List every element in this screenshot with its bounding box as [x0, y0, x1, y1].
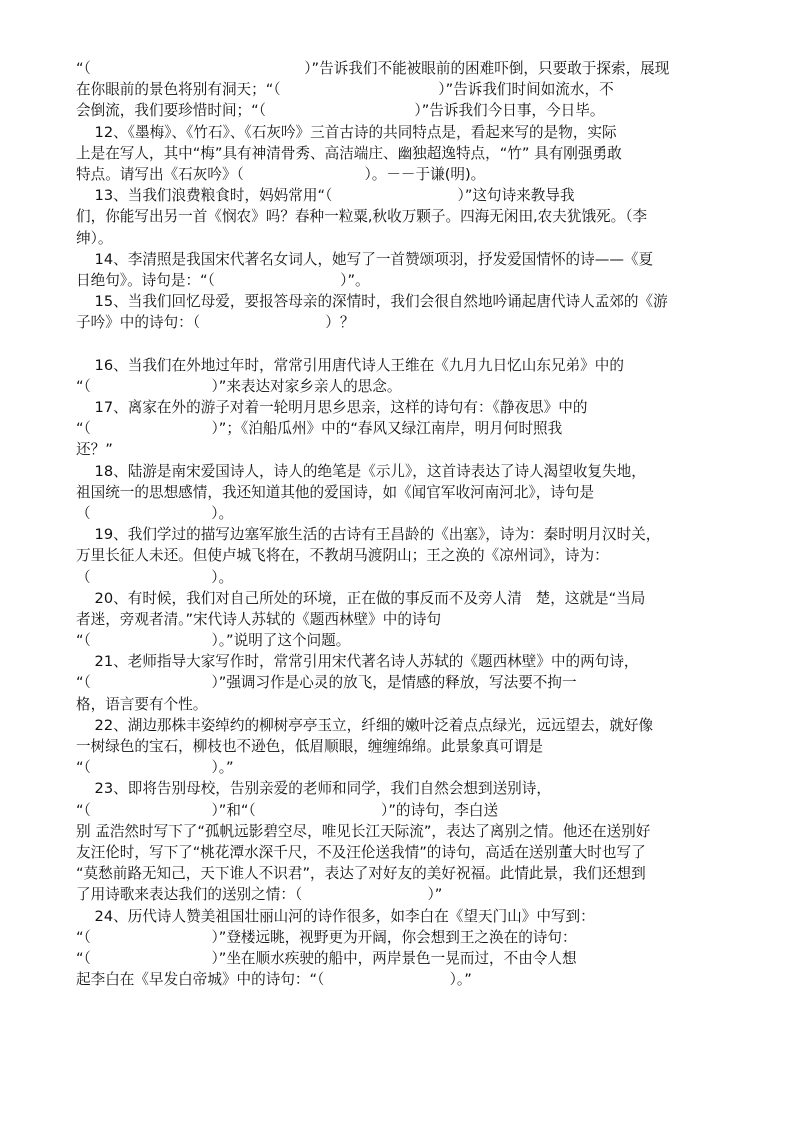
text-line: 一树绿色的宝石，柳枝也不逊色，低眉顺眼，缠缠绵绵。此景象真可谓是 — [76, 738, 544, 755]
text-line: “（ ）”；《泊船瓜州》中的“春风又绿江南岸，明月何时照我 — [76, 420, 563, 438]
text-line: “（ ）”和“（ ）”的诗句，李白送 — [76, 801, 499, 819]
question-24: 24、历代诗人赞美祖国壮丽山河的诗作很多，如李白在《望天门山》中写到： — [76, 907, 595, 925]
question-20: 20、有时候，我们对自己所处的环境，正在做的事反而不及旁人清 楚，这就是“当局 — [76, 589, 646, 607]
text-line: 上是在写人，其中“梅”具有神清骨秀、高洁端庄、幽独超逸特点，“竹” 具有刚强勇敢 — [76, 144, 622, 162]
text-line: 别 孟浩然时写下了“孤帆远影碧空尽，唯见长江天际流”，表达了离别之情。他还在送别好 — [76, 822, 651, 840]
question-21: 21、老师指导大家写作时，常常引用宋代著名诗人苏轼的《题西林壁》中的两句诗， — [76, 653, 639, 671]
text-line: 了用诗歌来表达我们的送别之情：（ ）” — [76, 886, 443, 904]
text-line: 们，你能写出另一首《悯农》吗？春种一粒粟,秋收万颗子。四海无闲田,农夫犹饿死。（李 — [76, 208, 648, 226]
blank-line — [76, 333, 720, 354]
question-13: 13、当我们浪费粮食时，妈妈常用“（ ）”这句诗来教导我 — [76, 187, 575, 205]
question-17: 17、离家在外的游子对着一轮明月思乡思亲，这样的诗句有：《静夜思》中的 — [76, 399, 588, 416]
worksheet-page — [76, 58, 720, 990]
text-line: “（ ）”登楼远眺，视野更为开阔，你会想到王之涣在的诗句： — [76, 928, 577, 946]
question-12: 12、《墨梅》、《竹石》、《石灰吟》三首古诗的共同特点是，看起来写的是物，实际 — [76, 123, 617, 141]
text-line: 绅）。 — [76, 229, 113, 247]
question-19: 19、我们学过的描写边塞军旅生活的古诗有王昌龄的《出塞》，诗为：秦时明月汉时关， — [76, 526, 661, 544]
question-16: 16、当我们在外地过年时，常常引用唐代诗人王维在《九月九日忆山东兄弟》中的 — [76, 356, 624, 374]
text-line: 会倒流，我们要珍惜时间；“（ ）”告诉我们今日事，今日毕。 — [76, 102, 605, 120]
text-line: “（ ）”告诉我们不能被眼前的困难吓倒，只要敢于探索，展现 — [76, 60, 670, 77]
question-22: 22、湖边那株丰姿绰约的柳树亭亭玉立，纤细的嫩叶泛着点点绿光，远远望去，就好像 — [76, 716, 654, 734]
text-line: （ ）。 — [76, 504, 234, 522]
text-line: 在你眼前的景色将别有洞天；“（ ）”告诉我们时间如流水，不 — [76, 81, 614, 99]
text-line: “（ ）。” — [76, 759, 234, 777]
text-line: “（ ）”坐在顺水疾驶的船中，两岸景色一晃而过，不由令人想 — [76, 949, 577, 967]
question-14: 14、李清照是我国宋代著名女词人，她写了一首赞颂项羽，抒发爱国情怀的诗——《夏 — [76, 250, 654, 268]
text-line: “（ ）。”说明了这个问题。 — [76, 632, 351, 650]
text-line: （ ）。 — [76, 568, 234, 586]
text-line: “（ ）”来表达对家乡亲人的思念。 — [76, 377, 402, 395]
text-line: “（ ）”强调习作是心灵的放飞，是情感的释放，写法要不拘一 — [76, 674, 577, 692]
text-line: 日绝句》。诗句是：“（ ）”。 — [76, 271, 370, 289]
text-line: “莫愁前路无知己，天下谁人不识君”，表达了对好友的美好祝福。此情此景，我们还想到 — [76, 865, 646, 883]
text-line: 格，语言要有个性。 — [76, 695, 208, 713]
text-line: 万里长征人未还。但使卢城飞将在，不教胡马渡阴山；王之涣的《凉州词》，诗为： — [76, 547, 609, 565]
text-line: 友汪伦时，写下了“桃花潭水深千尺，不及汪伦送我情”的诗句，高适在送别董大时也写了 — [76, 843, 646, 861]
text-line: 起李白在《早发白帝城》中的诗句：“（ ）。” — [76, 971, 472, 989]
question-23: 23、即将告别母校，告别亲爱的老师和同学，我们自然会想到送别诗， — [76, 780, 551, 798]
question-15: 15、当我们回忆母爱，要报答母亲的深情时，我们会很自然地吟诵起唐代诗人孟郊的《游 — [76, 293, 668, 311]
text-line: 子吟》中的诗句：（ ）？ — [76, 314, 355, 332]
text-line: 还？” — [76, 441, 113, 459]
question-18: 18、陆游是南宋爱国诗人，诗人的绝笔是《示儿》，这首诗表达了诗人渴望收复失地， — [76, 462, 646, 480]
text-line: 特点。请写出《石灰吟》（ ）。－－于谦(明)。 — [76, 165, 486, 183]
text-line: 祖国统一的思想感情，我还知道其他的爱国诗，如《闻官军收河南河北》，诗句是 — [76, 483, 595, 501]
text-line: 者迷，旁观者清。”宋代诗人苏轼的《题西林壁》中的诗句 — [76, 610, 442, 628]
